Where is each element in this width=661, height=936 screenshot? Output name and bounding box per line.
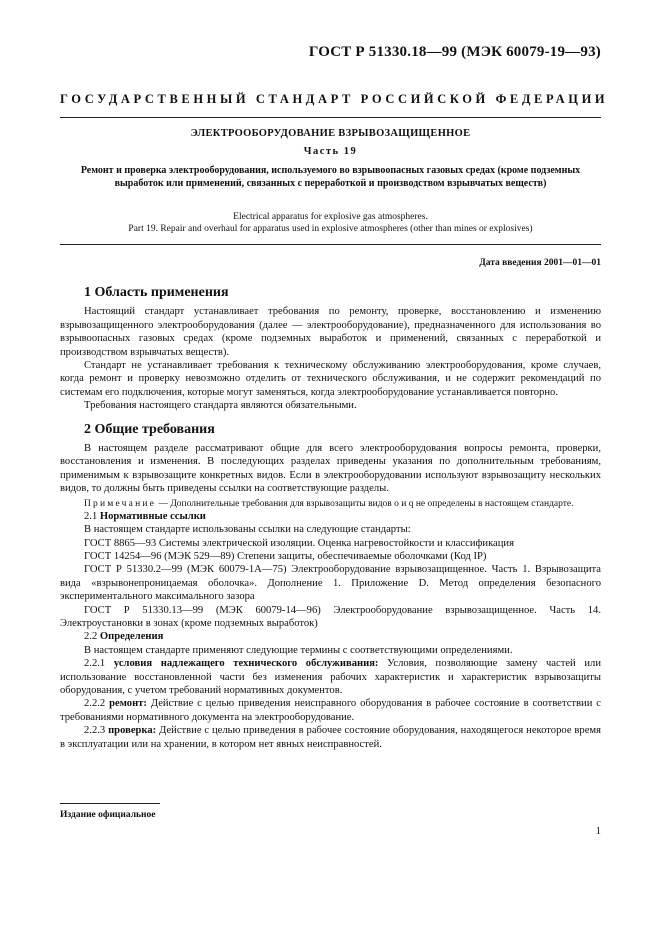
english-title-line1: Electrical apparatus for explosive gas atmospheres. <box>233 212 428 222</box>
subsection-2-2-heading <box>60 630 601 643</box>
definition-text: Действие с целью приведения в рабочее состояние оборудования, находящегося некоторое время в эксплуатации или на хранении, в котором нет явных неисправностей. <box>60 725 601 750</box>
definition-term: условия надлежащего технического обслуживания: <box>113 658 379 670</box>
english-title <box>60 211 601 235</box>
title-rule <box>60 244 601 245</box>
subsection-2-1-heading <box>60 510 601 523</box>
definition-item <box>60 697 601 724</box>
note-text: — Дополнительные требования для взрывозащиты видов o и q не определены в настоящем стандарте. <box>156 498 574 509</box>
page-number: 1 <box>595 826 601 837</box>
definition-text: Условия, позволяющие замену частей или использование восстановленной части без изменения рабочих характеристик и характеристик взрывозащиты оборудования, с учетом требований нормативных документов. <box>60 658 602 696</box>
definition-number: 2.2.3 <box>84 725 109 737</box>
doc-code: ГОСТ Р 51330.18—99 (МЭК 60079-19—93) <box>308 44 601 60</box>
subsection-number: 2.1 <box>84 510 100 522</box>
subsection-title: Определения <box>99 631 164 643</box>
header-rule <box>60 117 601 118</box>
state-standard-title: ГОСУДАРСТВЕННЫЙ СТАНДАРТ РОССИЙСКОЙ ФЕДЕРАЦИИ <box>60 92 609 106</box>
references-intro: В настоящем стандарте использованы ссылки на следующие стандарты: <box>84 524 411 536</box>
definition-item <box>60 724 601 751</box>
definition-number: 2.2.1 <box>84 658 114 670</box>
section1-heading: 1 Область применения <box>84 285 229 300</box>
subsection-number: 2.2 <box>84 631 100 643</box>
subtitle: Ремонт и проверка электрооборудования, используемого во взрывоопасных газовых средах (кроме подземных выработок или применений, связанных с переработкой и производством взрывчатых веществ) <box>80 165 581 189</box>
section2-heading: 2 Общие требования <box>84 421 215 437</box>
definition-item <box>60 657 601 697</box>
main-title: ЭЛЕКТРООБОРУДОВАНИЕ ВЗРЫВОЗАЩИЩЕННОЕ <box>190 128 471 139</box>
definition-number: 2.2.2 <box>84 698 110 710</box>
reference-item: ГОСТ Р 51330.13—99 (МЭК 60079-14—96) Электрооборудование взрывозащищенное. Часть 14. Электроустановки в зонах (кроме подземных выработок) <box>60 604 601 629</box>
definition-term: ремонт: <box>109 698 147 710</box>
note-label: Примечание <box>84 498 157 509</box>
section1-paragraph: Настоящий стандарт устанавливает требования по ремонту, проверке, восстановлению и изменению взрывозащищенного электрооборудования (далее — электрооборудование), предназначенного для использования во взрывоопасных газовых средах (кроме подземных выработок и применений, связанных с переработкой и производством взрывчатых веществ). <box>60 306 601 358</box>
subsection-title: Нормативные ссылки <box>99 510 206 522</box>
section1-paragraph: Требования настоящего стандарта являются обязательными. <box>84 400 357 412</box>
reference-item: ГОСТ Р 51330.2—99 (МЭК 60079-1А—75) Электрооборудование взрывозащищенное. Часть 1. Взрывозащита вида «взрывонепроницаемая оболочка». Дополнение 1. Приложение D. Метод определения безопасного экспериментального максимального зазора <box>60 564 601 603</box>
section2-paragraph: В настоящем разделе рассматривают общие для всего электрооборудования вопросы ремонта, проверки, восстановления и изменения. В последующих разделах приведены указания по дополнительным требованиям, применимым к взрывозащите конкретных видов. Если в электрооборудовании используют взрывозащиту нескольких видов, то должны быть приведены ссылки на соответствующие разделы. <box>60 443 601 495</box>
english-title-line2: Part 19. Repair and overhaul for apparatus used in explosive atmospheres (other than mines or explosives) <box>128 224 533 234</box>
note <box>60 498 601 510</box>
section1-paragraph: Стандарт не устанавливает требования к техническому обслуживанию электрооборудования, кроме случаев, когда ремонт и проверку невозможно отделить от технического обслуживания, и не содержит рекомендаций по системам его подключения, которые могут заменяться, когда электрооборудование устанавливается повторно. <box>60 360 601 398</box>
reference-item: ГОСТ 14254—96 (МЭК 529—89) Степени защиты, обеспечиваемые оболочками (Код IP) <box>84 550 487 562</box>
footer-rule <box>60 803 160 804</box>
definition-term: проверка: <box>108 725 157 737</box>
part-title: Часть 19 <box>303 146 358 157</box>
document-body <box>60 282 601 751</box>
effective-date: Дата введения 2001—01—01 <box>479 258 601 268</box>
definition-text: Действие с целью приведения неисправного оборудования в рабочее состояние в соответствии с требованиями нормативного документа на электрооборудование. <box>60 698 602 723</box>
edition-label: Издание официальное <box>60 810 156 820</box>
reference-item: ГОСТ 8865—93 Системы электрической изоляции. Оценка нагревостойкости и классификация <box>84 537 514 549</box>
definitions-intro: В настоящем стандарте применяют следующие термины с соответствующими определениями. <box>84 644 513 656</box>
